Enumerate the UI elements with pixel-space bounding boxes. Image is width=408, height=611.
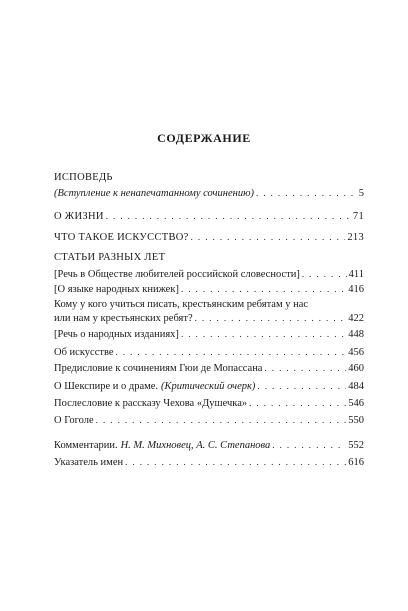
leader-dots	[272, 439, 346, 451]
page-number: 456	[348, 347, 364, 358]
toc-entry-subtitle: (Критический очерк)	[161, 381, 256, 392]
page-title: СОДЕРЖАНИЕ	[157, 131, 251, 145]
leader-dots	[302, 268, 347, 280]
page-number: 416	[348, 284, 364, 295]
leader-dots	[106, 210, 351, 222]
toc-entry-title: О ЖИЗНИ	[54, 211, 104, 222]
toc-entry-title: Указатель имен	[54, 457, 124, 468]
toc-heading-ispoved: ИСПОВЕДЬ	[54, 172, 113, 183]
page-number: 411	[348, 269, 364, 280]
toc-entry-rech-obshchestvo[interactable]	[54, 268, 364, 281]
leader-dots	[116, 346, 347, 358]
page-number: 616	[348, 457, 364, 468]
leader-dots	[96, 414, 347, 426]
toc-entry-chto-takoe-iskusstvo[interactable]	[54, 231, 364, 244]
toc-entry-rech-izdaniya[interactable]	[54, 328, 364, 341]
toc-entry-title: О Гоголе	[54, 415, 94, 426]
toc-entry-o-zhizni[interactable]	[54, 210, 364, 223]
page-number: 448	[348, 329, 364, 340]
toc-entry-shekspir[interactable]	[54, 380, 364, 393]
toc-entry-ob-iskusstve[interactable]	[54, 346, 364, 359]
toc-entry-subtitle: (Вступление к ненапечатанному сочинению)	[54, 188, 255, 199]
leader-dots	[249, 397, 346, 409]
toc-entry-title: [О языке народных книжек]	[54, 284, 179, 295]
leader-dots	[181, 328, 346, 340]
toc-heading-stati: СТАТЬИ РАЗНЫХ ЛЕТ	[54, 252, 166, 263]
leader-dots	[256, 187, 357, 199]
toc-entry-title: Предисловие к сочинениям Гюи де Мопассана	[54, 363, 263, 374]
toc-entry-ispoved[interactable]	[54, 187, 364, 200]
toc-entry-predislovie[interactable]	[54, 362, 364, 375]
page-number: 552	[348, 440, 364, 451]
toc-entry-title: ЧТО ТАКОЕ ИСКУССТВО?	[54, 232, 189, 243]
page-number: 213	[347, 232, 364, 243]
toc-entry-authors: Н. М. Михновец, А. С. Степанова	[120, 440, 271, 451]
page-number: 71	[352, 211, 364, 222]
page-number: 546	[348, 398, 364, 409]
leader-dots	[257, 380, 346, 392]
page-number: 460	[348, 363, 364, 374]
toc-entry-kommentarii[interactable]	[54, 439, 364, 452]
leader-dots	[191, 231, 346, 243]
toc-entry-title: Комментарии.	[54, 440, 118, 451]
leader-dots	[195, 312, 347, 325]
toc-entry-posleslovie[interactable]	[54, 397, 364, 410]
toc-entry-komu-u-kogo[interactable]	[54, 299, 364, 325]
table-of-contents	[54, 0, 364, 611]
toc-entry-title: Послесловие к рассказу Чехова «Душечка»	[54, 398, 248, 409]
leader-dots	[181, 283, 346, 295]
page-number: 422	[348, 312, 364, 324]
toc-entry-title: [Речь в Обществе любителей российской словесности]	[54, 269, 300, 280]
toc-entry-title: [Речь о народных изданиях]	[54, 329, 179, 340]
toc-entry-o-yazyke[interactable]	[54, 283, 364, 296]
page-number: 5	[358, 188, 364, 199]
toc-entry-ukazatel[interactable]	[54, 456, 364, 469]
page-number: 484	[348, 381, 364, 392]
leader-dots	[125, 456, 346, 468]
toc-entry-o-gogole[interactable]	[54, 414, 364, 427]
toc-entry-title-line2: или нам у крестьянских ребят?	[54, 312, 193, 324]
toc-entry-title: О Шекспире и о драме.	[54, 381, 159, 392]
toc-entry-title-line1: Кому у кого учиться писать, крестьянским ребятам у нас	[54, 299, 309, 310]
leader-dots	[264, 362, 346, 374]
page-number: 550	[348, 415, 364, 426]
toc-entry-title: Об искусстве	[54, 347, 114, 358]
